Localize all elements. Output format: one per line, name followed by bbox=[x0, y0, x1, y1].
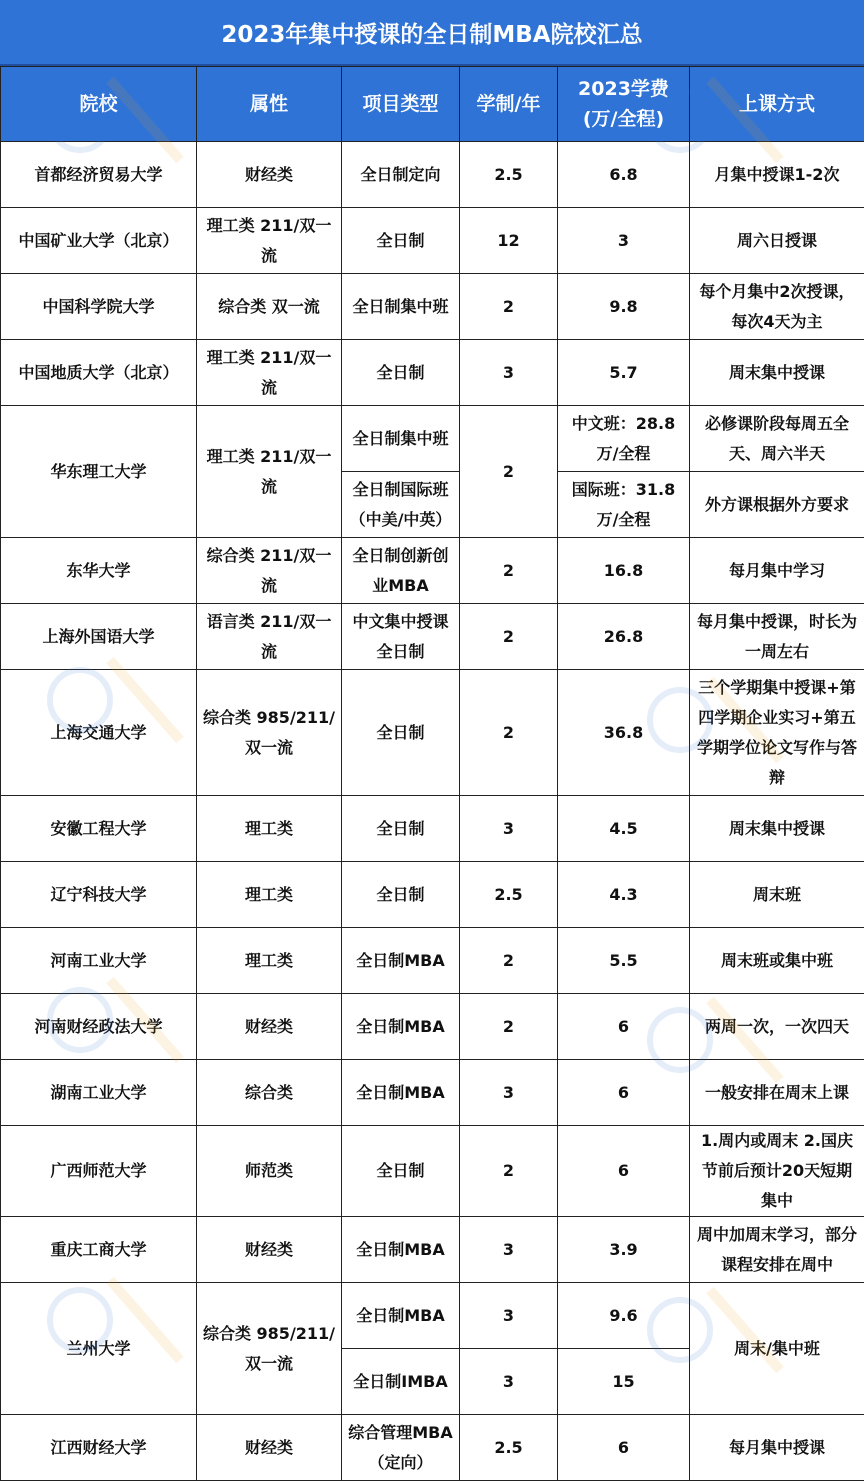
cell-years: 2 bbox=[460, 274, 558, 340]
cell-type: 全日制 bbox=[342, 670, 460, 796]
table-row bbox=[1, 1060, 864, 1126]
header-fee-line2: (万/全程) bbox=[562, 104, 685, 134]
cell-mode: 外方课根据外方要求 bbox=[690, 472, 864, 538]
cell-attr: 综合类 bbox=[197, 1060, 342, 1126]
cell-mode: 周末集中授课 bbox=[690, 340, 864, 406]
cell-fee: 3 bbox=[558, 208, 690, 274]
header-fee bbox=[558, 67, 690, 142]
header-attr: 属性 bbox=[197, 67, 342, 142]
cell-school: 上海交通大学 bbox=[1, 670, 197, 796]
cell-school: 首都经济贸易大学 bbox=[1, 142, 197, 208]
cell-mode: 月集中授课1-2次 bbox=[690, 142, 864, 208]
cell-mode: 1.周内或周末 2.国庆节前后预计20天短期集中 bbox=[690, 1126, 864, 1217]
table-row bbox=[1, 406, 864, 472]
cell-fee: 9.6 bbox=[558, 1283, 690, 1349]
cell-school: 中国矿业大学（北京） bbox=[1, 208, 197, 274]
cell-school: 重庆工商大学 bbox=[1, 1217, 197, 1283]
mba-table bbox=[0, 66, 864, 1481]
cell-years: 2 bbox=[460, 604, 558, 670]
cell-mode: 两周一次，一次四天 bbox=[690, 994, 864, 1060]
cell-years: 2.5 bbox=[460, 862, 558, 928]
cell-type: 全日制定向 bbox=[342, 142, 460, 208]
table-row bbox=[1, 1283, 864, 1349]
cell-type: 全日制MBA bbox=[342, 1217, 460, 1283]
cell-fee: 6 bbox=[558, 1060, 690, 1126]
cell-years: 3 bbox=[460, 340, 558, 406]
cell-years: 2 bbox=[460, 670, 558, 796]
table-row bbox=[1, 1126, 864, 1217]
cell-type: 全日制 bbox=[342, 796, 460, 862]
cell-school: 华东理工大学 bbox=[1, 406, 197, 538]
cell-mode: 周六日授课 bbox=[690, 208, 864, 274]
cell-fee: 5.7 bbox=[558, 340, 690, 406]
cell-mode: 每月集中学习 bbox=[690, 538, 864, 604]
cell-type: 综合管理MBA（定向） bbox=[342, 1415, 460, 1481]
cell-years: 2 bbox=[460, 406, 558, 538]
cell-mode: 一般安排在周末上课 bbox=[690, 1060, 864, 1126]
cell-fee: 3.9 bbox=[558, 1217, 690, 1283]
cell-fee: 6.8 bbox=[558, 142, 690, 208]
cell-attr: 理工类 211/双一流 bbox=[197, 208, 342, 274]
cell-fee: 6 bbox=[558, 994, 690, 1060]
header-school: 院校 bbox=[1, 67, 197, 142]
cell-type: 全日制MBA bbox=[342, 994, 460, 1060]
table-row bbox=[1, 1415, 864, 1481]
cell-fee: 5.5 bbox=[558, 928, 690, 994]
cell-years: 3 bbox=[460, 1283, 558, 1349]
table-row bbox=[1, 208, 864, 274]
cell-years: 3 bbox=[460, 796, 558, 862]
cell-school: 兰州大学 bbox=[1, 1283, 197, 1415]
table-row bbox=[1, 274, 864, 340]
table-row bbox=[1, 604, 864, 670]
cell-mode: 周末班或集中班 bbox=[690, 928, 864, 994]
cell-years: 3 bbox=[460, 1349, 558, 1415]
cell-attr: 财经类 bbox=[197, 1415, 342, 1481]
header-row bbox=[1, 67, 864, 142]
cell-mode: 周末/集中班 bbox=[690, 1283, 864, 1415]
cell-years: 2 bbox=[460, 928, 558, 994]
cell-type: 全日制集中班 bbox=[342, 406, 460, 472]
cell-attr: 语言类 211/双一流 bbox=[197, 604, 342, 670]
cell-attr: 理工类 bbox=[197, 928, 342, 994]
cell-mode: 周中加周末学习，部分课程安排在周中 bbox=[690, 1217, 864, 1283]
cell-type: 全日制 bbox=[342, 1126, 460, 1217]
table-row bbox=[1, 340, 864, 406]
header-fee-line1: 2023学费 bbox=[562, 74, 685, 104]
table-row bbox=[1, 796, 864, 862]
cell-fee: 9.8 bbox=[558, 274, 690, 340]
cell-years: 3 bbox=[460, 1217, 558, 1283]
cell-years: 3 bbox=[460, 1060, 558, 1126]
table-title: 2023年集中授课的全日制MBA院校汇总 bbox=[0, 0, 864, 66]
header-type: 项目类型 bbox=[342, 67, 460, 142]
cell-mode: 每月集中授课，时长为一周左右 bbox=[690, 604, 864, 670]
table-row bbox=[1, 538, 864, 604]
cell-fee: 36.8 bbox=[558, 670, 690, 796]
cell-attr: 理工类 211/双一流 bbox=[197, 340, 342, 406]
cell-school: 河南财经政法大学 bbox=[1, 994, 197, 1060]
cell-type: 全日制 bbox=[342, 208, 460, 274]
cell-fee: 4.5 bbox=[558, 796, 690, 862]
cell-mode: 周末班 bbox=[690, 862, 864, 928]
table-row bbox=[1, 1217, 864, 1283]
cell-fee: 26.8 bbox=[558, 604, 690, 670]
table-row bbox=[1, 670, 864, 796]
cell-school: 中国地质大学（北京） bbox=[1, 340, 197, 406]
cell-fee: 4.3 bbox=[558, 862, 690, 928]
cell-years: 2 bbox=[460, 1126, 558, 1217]
cell-type: 全日制MBA bbox=[342, 1283, 460, 1349]
cell-attr: 综合类 双一流 bbox=[197, 274, 342, 340]
cell-mode: 周末集中授课 bbox=[690, 796, 864, 862]
cell-fee: 6 bbox=[558, 1126, 690, 1217]
cell-school: 广西师范大学 bbox=[1, 1126, 197, 1217]
cell-mode: 每个月集中2次授课，每次4天为主 bbox=[690, 274, 864, 340]
cell-attr: 财经类 bbox=[197, 142, 342, 208]
cell-type: 全日制国际班（中美/中英） bbox=[342, 472, 460, 538]
table-row bbox=[1, 142, 864, 208]
cell-type: 全日制MBA bbox=[342, 928, 460, 994]
cell-type: 全日制IMBA bbox=[342, 1349, 460, 1415]
cell-school: 东华大学 bbox=[1, 538, 197, 604]
cell-attr: 师范类 bbox=[197, 1126, 342, 1217]
cell-school: 中国科学院大学 bbox=[1, 274, 197, 340]
cell-years: 12 bbox=[460, 208, 558, 274]
cell-attr: 财经类 bbox=[197, 994, 342, 1060]
cell-attr: 综合类 985/211/双一流 bbox=[197, 670, 342, 796]
cell-type: 全日制 bbox=[342, 862, 460, 928]
table-row bbox=[1, 994, 864, 1060]
cell-mode: 必修课阶段每周五全天、周六半天 bbox=[690, 406, 864, 472]
cell-school: 辽宁科技大学 bbox=[1, 862, 197, 928]
cell-type: 中文集中授课全日制 bbox=[342, 604, 460, 670]
header-years: 学制/年 bbox=[460, 67, 558, 142]
cell-attr: 财经类 bbox=[197, 1217, 342, 1283]
cell-type: 全日制创新创业MBA bbox=[342, 538, 460, 604]
header-mode: 上课方式 bbox=[690, 67, 864, 142]
cell-school: 河南工业大学 bbox=[1, 928, 197, 994]
cell-fee: 16.8 bbox=[558, 538, 690, 604]
cell-type: 全日制MBA bbox=[342, 1060, 460, 1126]
cell-school: 湖南工业大学 bbox=[1, 1060, 197, 1126]
cell-school: 上海外国语大学 bbox=[1, 604, 197, 670]
cell-attr: 理工类 bbox=[197, 796, 342, 862]
cell-attr: 理工类 211/双一流 bbox=[197, 406, 342, 538]
cell-fee: 15 bbox=[558, 1349, 690, 1415]
cell-type: 全日制集中班 bbox=[342, 274, 460, 340]
table-row bbox=[1, 928, 864, 994]
cell-attr: 理工类 bbox=[197, 862, 342, 928]
cell-years: 2.5 bbox=[460, 1415, 558, 1481]
cell-attr: 综合类 985/211/双一流 bbox=[197, 1283, 342, 1415]
cell-mode: 三个学期集中授课+第四学期企业实习+第五学期学位论文写作与答辩 bbox=[690, 670, 864, 796]
cell-attr: 综合类 211/双一流 bbox=[197, 538, 342, 604]
cell-school: 安徽工程大学 bbox=[1, 796, 197, 862]
cell-years: 2.5 bbox=[460, 142, 558, 208]
cell-mode: 每月集中授课 bbox=[690, 1415, 864, 1481]
table-row bbox=[1, 862, 864, 928]
cell-fee: 6 bbox=[558, 1415, 690, 1481]
cell-type: 全日制 bbox=[342, 340, 460, 406]
cell-fee: 中文班：28.8万/全程 bbox=[558, 406, 690, 472]
cell-years: 2 bbox=[460, 538, 558, 604]
cell-fee: 国际班：31.8万/全程 bbox=[558, 472, 690, 538]
cell-school: 江西财经大学 bbox=[1, 1415, 197, 1481]
cell-years: 2 bbox=[460, 994, 558, 1060]
